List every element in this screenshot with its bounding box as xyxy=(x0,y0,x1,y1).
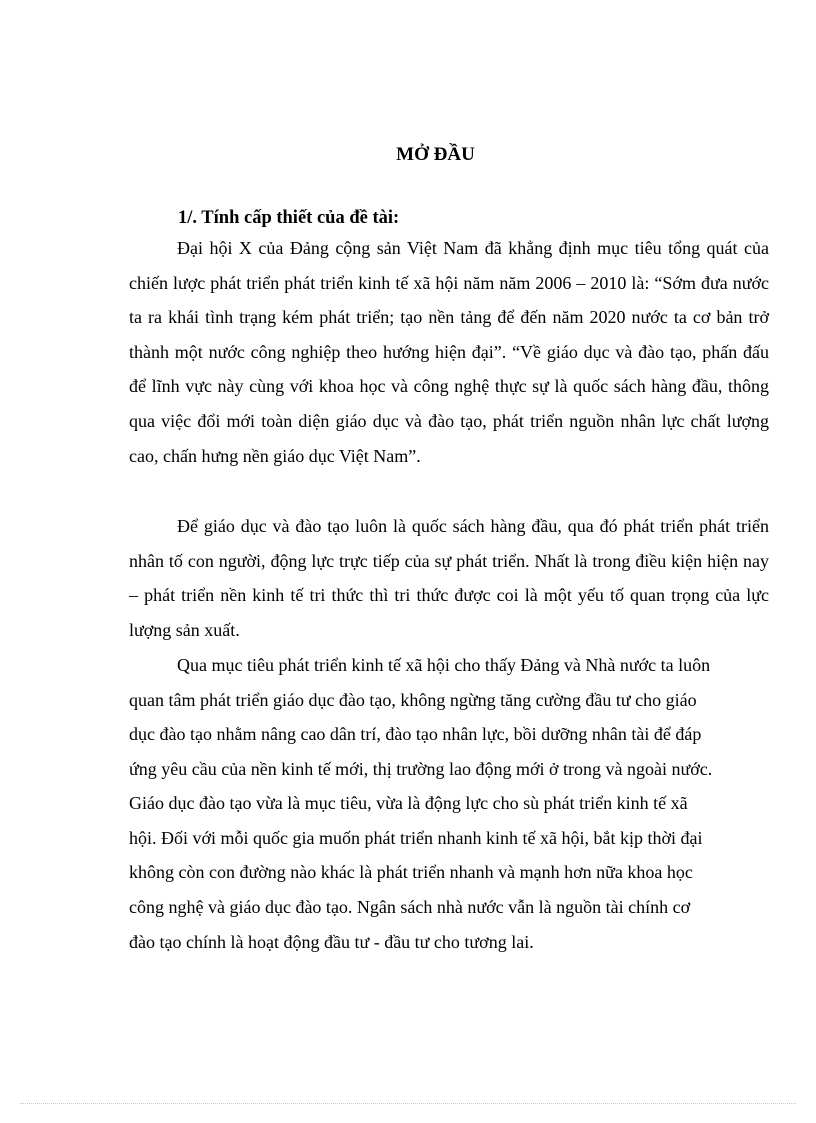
footer-divider xyxy=(20,1103,796,1104)
page-title: MỞ ĐẦU xyxy=(396,144,475,165)
paragraph-3-line: đào tạo chính là hoạt động đầu tư - đầu tư cho tương lai. xyxy=(129,932,534,952)
paragraph-3-line: quan tâm phát triển giáo dục đào tạo, không ngừng tăng cường đầu tư cho giáo xyxy=(129,690,697,710)
paragraph-3-line: ứng yêu cầu của nền kinh tế mới, thị trường lao động mới ở trong và ngoài nước. xyxy=(129,759,713,779)
paragraph-3-line: Qua mục tiêu phát triển kinh tế xã hội cho thấy Đảng và Nhà nước ta luôn xyxy=(177,655,711,675)
paragraph-3-line: Giáo dục đào tạo vừa là mục tiêu, vừa là động lực cho sù phát triển kinh tế xã xyxy=(129,793,688,813)
paragraph-3-line: dục đào tạo nhằm nâng cao dân trí, đào tạo nhân lực, bồi dưỡng nhân tài để đáp xyxy=(129,724,702,744)
paragraph-3-line: hội. Đối với mỗi quốc gia muốn phát triển nhanh kinh tế xã hội, bắt kịp thời đại xyxy=(129,828,703,848)
section-heading: 1/. Tính cấp thiết của đề tài: xyxy=(178,208,400,228)
paragraph-3-line: công nghệ và giáo dục đào tạo. Ngân sách nhà nước vẫn là nguồn tài chính cơ xyxy=(129,897,691,917)
paragraph-3-line: không còn con đường nào khác là phát triển nhanh và mạnh hơn nữa khoa học xyxy=(129,862,693,882)
paragraph-2: Để giáo dục và đào tạo luôn là quốc sách hàng đầu, qua đó phát triển phát triển nhân tố con người, động lực trực tiếp của sự phát triển. Nhất là trong điều kiện hiện nay – phát triển nền kinh tế tri thức thì tri thức được coi là một yếu tố quan trọng của lực lượng sản xuất. xyxy=(129,516,769,640)
paragraph-1: Đại hội X của Đảng cộng sản Việt Nam đã khẳng định mục tiêu tổng quát của chiến lược phát triển phát triển kinh tế xã hội năm năm 2006 – 2010 là: “Sớm đưa nước ta ra khái tình trạng kém phát triển; tạo nền tảng để đến năm 2020 nước ta cơ bản trở thành một nước công nghiệp theo hướng hiện đại”. “Về giáo dục và đào tạo, phấn đấu để lĩnh vực này cùng với khoa học và công nghệ thực sự là quốc sách hàng đầu, thông qua việc đổi mới toàn diện giáo dục và đào tạo, phát triển nguồn nhân lực chất lượng cao, chấn hưng nền giáo dục Việt Nam”. xyxy=(129,238,769,466)
